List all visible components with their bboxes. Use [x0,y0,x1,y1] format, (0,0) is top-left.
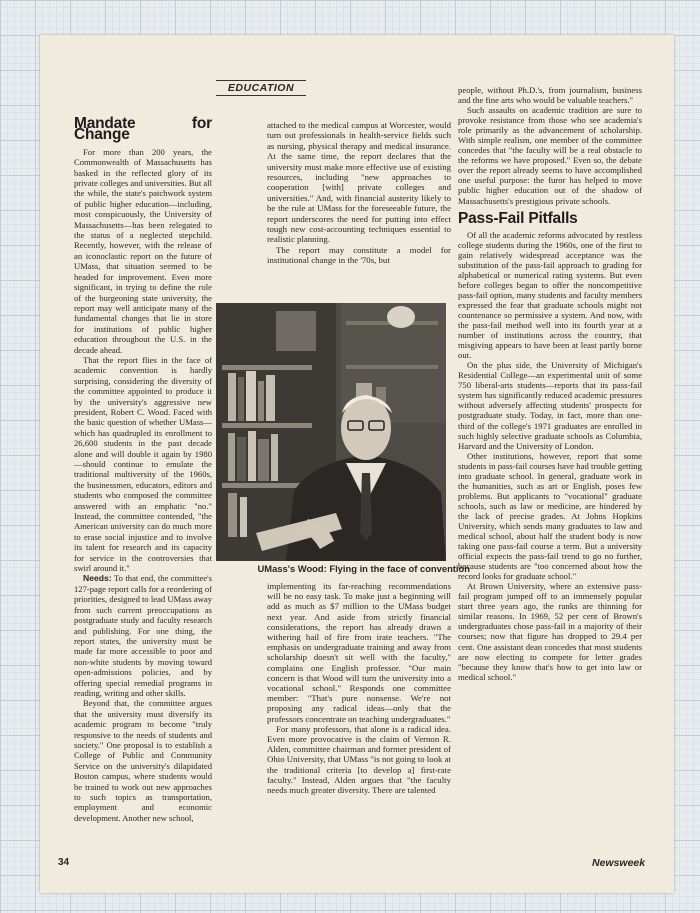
article-paragraph: That the report flies in the face of academic convention is hardly surprising, considering the diversity of the committee appointed to produce it by the university's aggressive new president, Robert C. Wood. Faced with the basic question of whether UMass—which has quadrupled its enrollment to 26,600 students in the past decade alone and will double it again by 1980—should continue to emulate the traditional multiversity of the 1960s, the businessmen, educators, editors and students who composed the committee answered with an emphatic "no." Instead, the committee contended, "the American university can do much more to erase social injustice and to involve its talent for research and its capacity for service in the controversies that swirl around it." [74,354,212,574]
article-paragraph: Other institutions, however, report that some students in pass-fail courses have had trouble getting into graduate school. In general, graduate work in the humanities, such as art or English, poses few problems. But applicants to "vocational" graduate schools, such as law or medicine, are hindered by the lack of precise grades. At Johns Hopkins University, which sends many graduates to law and medical school, about half the student body is now taking one pass-fail course a term. But a university official expects the pass-fail trend to go no further, because students are "too concerned about how the record looks for graduate school." [458,450,642,582]
article-paragraph: For more than 200 years, the Commonwealth of Massachusetts has basked in the reflected glory of its private colleges and universities. But all the while, the state's patchwork system of public higher education—including, most conspicuously, the University of Massachusetts—has been relegated to the status of a neglected stepchild. Recently, however, with the release of an iconoclastic report on the future of UMass, that situation seemed to be headed for improvement. Even more significant, in trying to define the role of the burgeoning state university, the report may well anticipate many of the fundamental changes that lie in store for institutions of public higher education throughout the U.S. in the decade ahead. [74,146,212,355]
headline-mandate: Mandate for Change [74,115,212,143]
page-number: 34 [58,857,70,868]
article-paragraph: For many professors, that alone is a radical idea. Even more provocative is the claim of Vernon R. Alden, committee chairman and former president of Ohio University, that UMass "is not going to look at the traditional criteria [to develop a] first-rate faculty." Instead, Alden argues that "the faculty needs much greater diversity. There are talented [267,723,451,796]
headline-pass-fail: Pass-Fail Pitfalls [458,209,578,227]
article-paragraph [74,573,212,698]
article-paragraph: Of all the academic reforms advocated by restless college students during the 1960s, one of the first to gain relatively widespread acceptance was the substitution of the pass-fail approach to grading for alphabetical or numerical rating systems. But even before colleges began to offer the noncompetitive pass-fail option, many students and faculty members expressed the fear that graduate schools might not countenance so permissive a system. And now, with the pass-fail method well into its fourth year at a number of institutions across the country, that misgiving appears to have been at least partly borne out. [458,229,642,361]
photo-robert-wood [216,303,446,561]
column-2-bottom [267,581,451,795]
column-1 [74,115,212,823]
article-paragraph: The report may constitute a model for institutional change in the '70s, but [267,244,451,266]
article-paragraph: people, without Ph.D.'s, from journalism, business and the fine arts who would be valuable teachers." [458,85,642,106]
article-paragraph: attached to the medical campus at Worcester, would turn out professionals in health-service fields such as nursing, physical therapy and medical insurance. At the same time, the report declares that the university must make more effective use of existing resources, including "new approaches to cooperation [with] private colleges and universities." And, with financial austerity likely to be the rule at UMass for the foreseeable future, the report underscores the need for putting into effect tough new cost-accounting techniques essential to realistic planning. [267,120,451,245]
photo-caption: UMass's Wood: Flying in the face of convention [257,563,470,574]
article-paragraph: Beyond that, the committee argues that the university must diversify its academic program to become "truly responsive to the needs of students and society." One proposal is to establish a College of Public and Community Service on the university's dilapidated Boston campus, where students would be trained to work out new approaches to such topics as transportation, employment and economic development. Another new school, [74,698,212,823]
article-paragraph: Such assaults on academic tradition are sure to provoke resistance from those who see academia's role primarily as the advancement of scholarship. With simple realism, one member of the committee concedes that "the faculty will be a real obstacle to the reforms we have proposed." Even so, the debate over the report already seems to have accomplished one useful purpose: the furor has helped to move public higher education out of the shadow of Massachusetts's prestigious private schools. [458,105,642,206]
magazine-page [40,35,674,893]
column-3 [458,85,642,682]
column-2-top [267,120,451,266]
photo-illustration [216,303,446,561]
subhead-needs: Needs: [83,573,112,584]
article-paragraph: At Brown University, where an extensive pass-fail program jumped off to an immensely popular start three years ago, the ranks are thinning for similar reasons. In 1969, 52 per cent of Brown's undergraduates chose pass-fail in a majority of their courses; now that figure has dropped to 29.4 per cent. One assistant dean concedes that most students are now electing to compete for letter grades "because they know that's how to get into law or medical school." [458,581,642,682]
article-paragraph: On the plus side, the University of Michigan's Residential College—an experimental unit of some 750 liberal-arts students—reports that its pass-fail system has significantly reduced academic pressures without adversely affecting students' prospects for postgraduate study. Today, in fact, more than one-third of the college's 1971 graduates are enrolled in such highly selective graduate schools as Columbia, Harvard and the University of London. [458,360,642,451]
magazine-name: Newsweek [592,857,646,869]
article-paragraph: implementing its far-reaching recommendations will be no easy task. To make just a beginning will add as much as $7 million to the UMass budget next year. And aside from strictly financial considerations, the report has already drawn a withering hail of fire from irate teachers. "The emphasis on undergraduate training and away from scholarship doesn't sit well with the faculty," complains one English professor. "Our main concern is that Wood will turn the university into a vocational school." Responds one committee member: "That's pure nonsense. We're not proposing any radical ideas—only that the professors concentrate on teaching undergraduates." [267,581,451,724]
paragraph-text: To that end, the committee's 127-page report calls for a reordering of priorities, designed to lead UMass away from such current preoccupations as postgraduate study and faculty research and publishing. For one thing, the report states, the university must be made far more accessible to poor and non-white students by moving toward open-admissions policies, and by offering special remedial programs in reading, writing and other skills. [74,573,212,698]
section-label: EDUCATION [216,80,306,96]
